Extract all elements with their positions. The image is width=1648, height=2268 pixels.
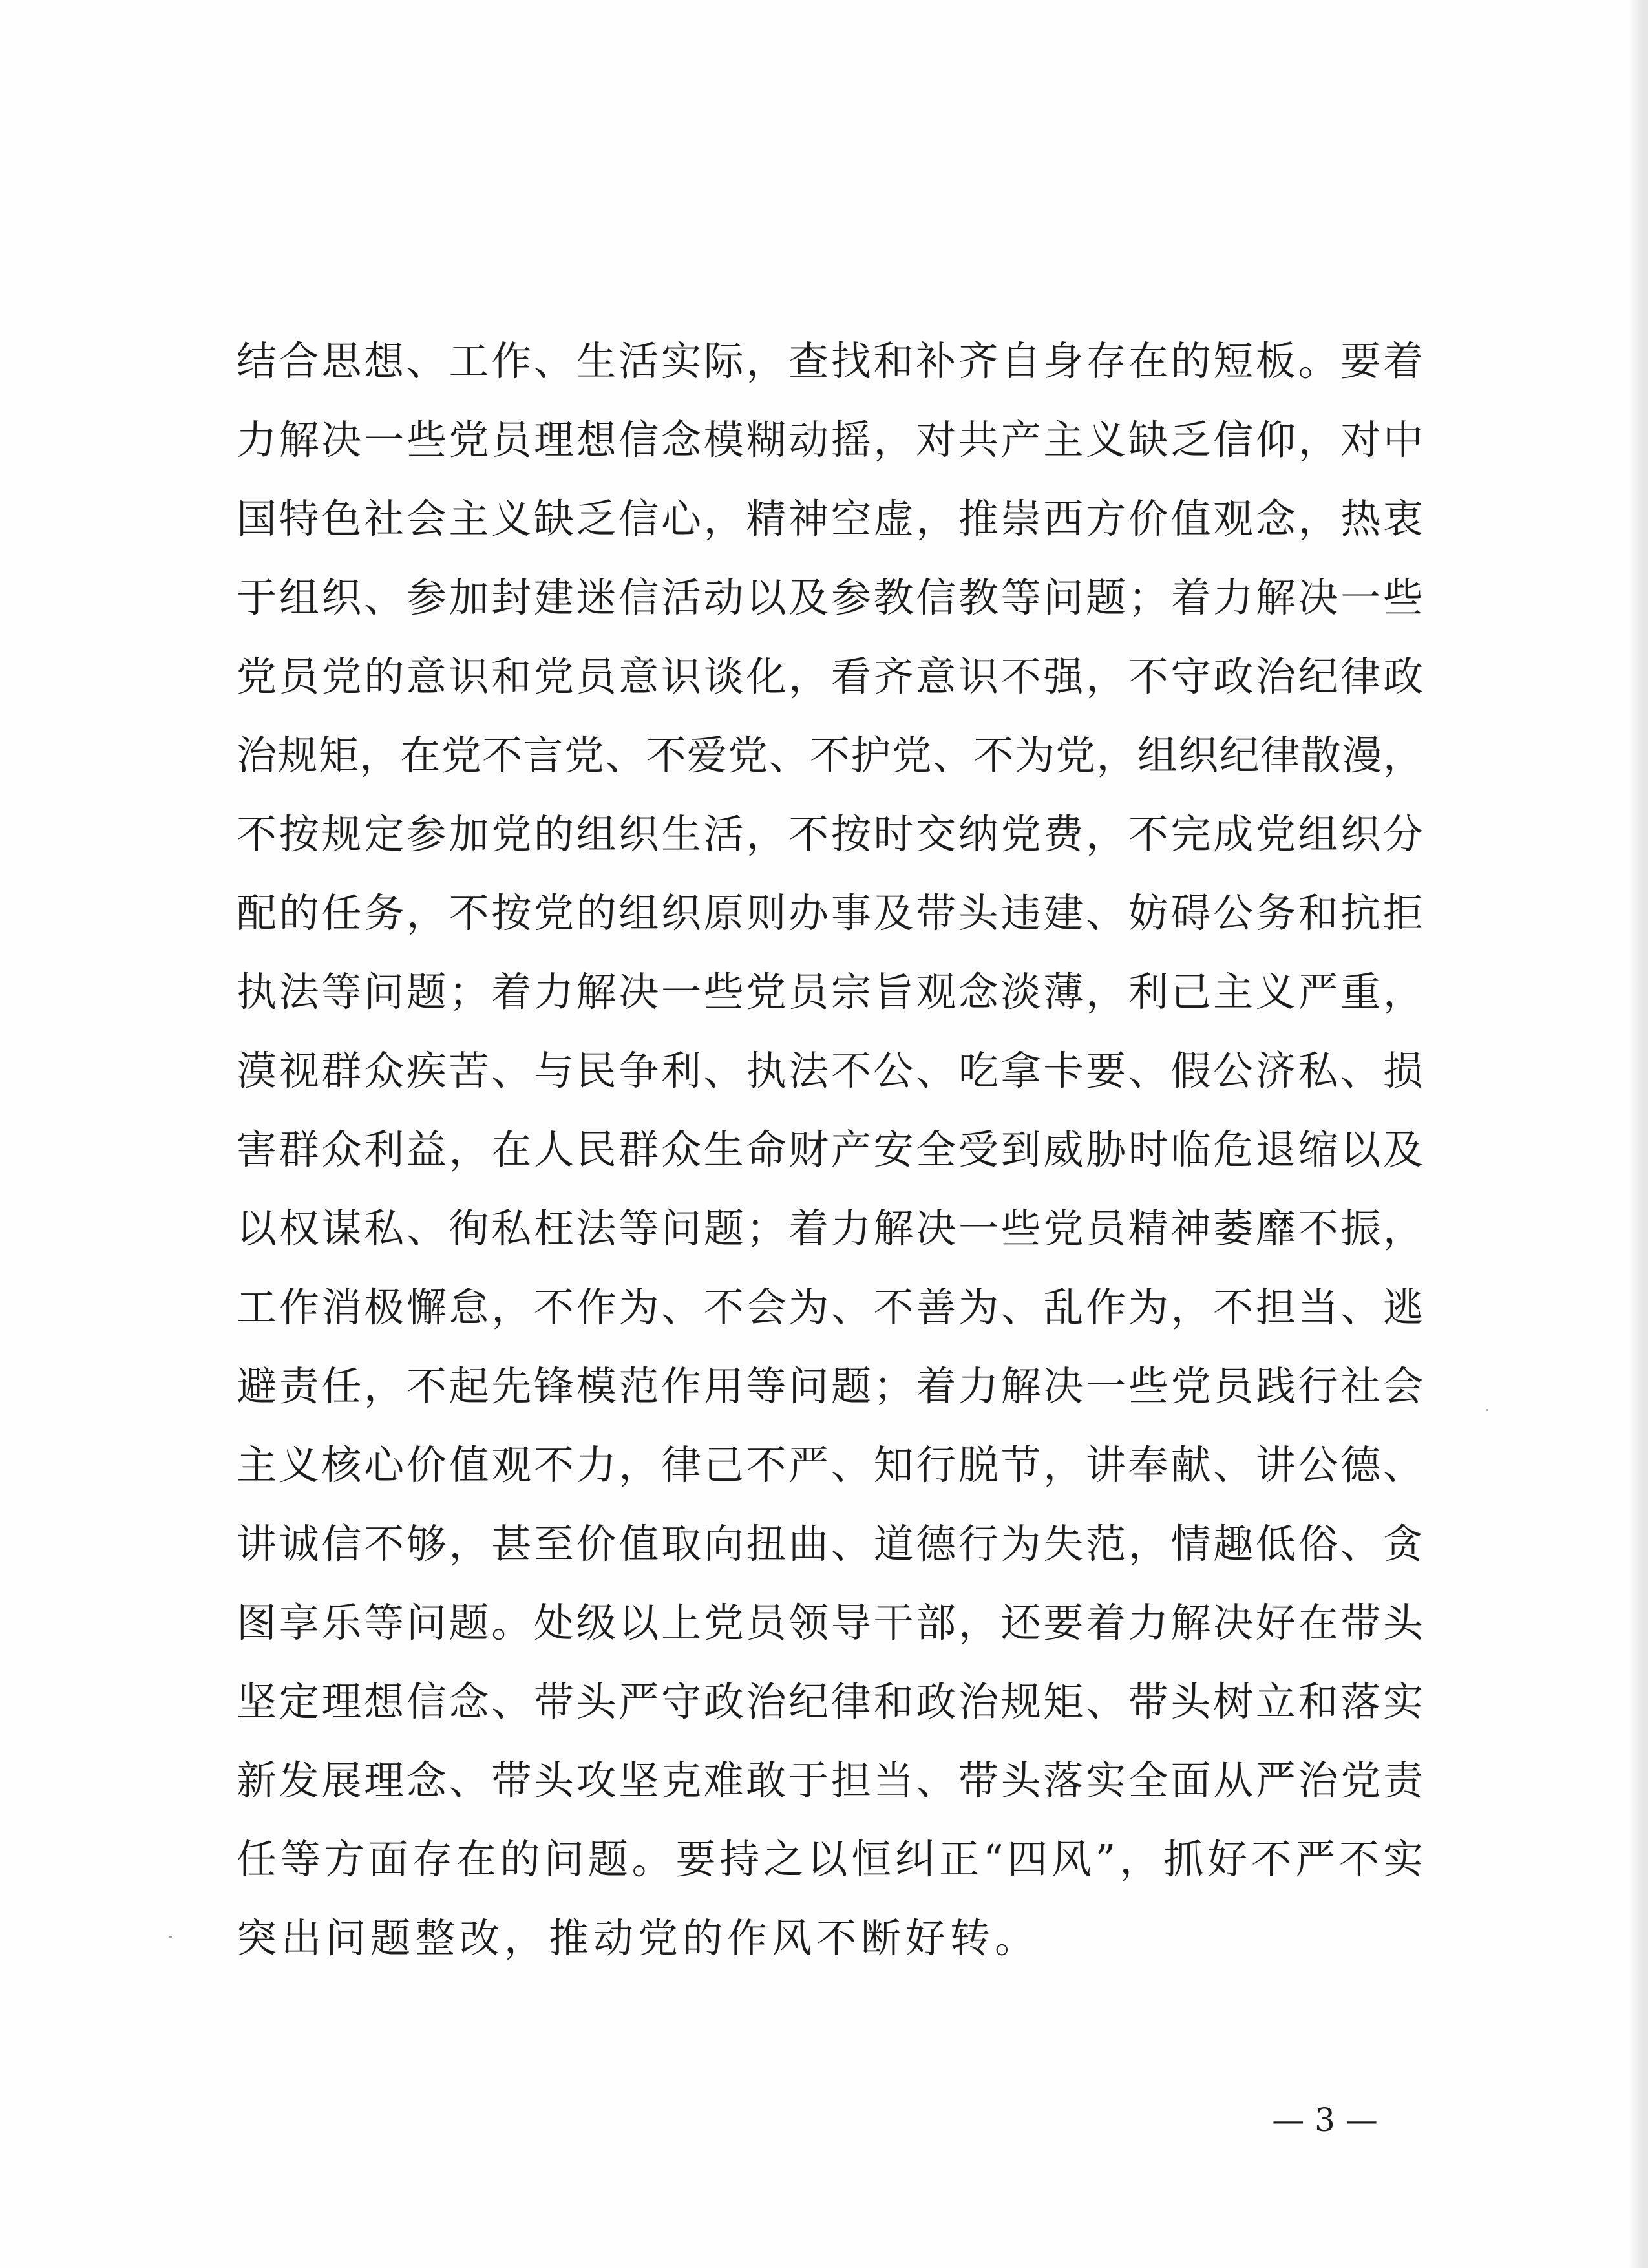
scan-speck — [169, 1936, 172, 1938]
text-line: 避责任，不起先锋模范作用等问题；着力解决一些党员践行社会 — [237, 1362, 1423, 1410]
text-line: 不按规定参加党的组织生活，不按时交纳党费，不完成党组织分 — [237, 811, 1423, 858]
text-line: 以权谋私、徇私枉法等问题；着力解决一些党员精神萎靡不振， — [237, 1205, 1423, 1252]
text-line: 配的任务，不按党的组织原则办事及带头违建、妨碍公务和抗拒 — [237, 889, 1423, 937]
body-paragraph — [237, 322, 1423, 1978]
text-line: 坚定理想信念、带头严守政治纪律和政治规矩、带头树立和落实 — [237, 1678, 1423, 1725]
text-line-last: 突出问题整改，推动党的作风不断好转。 — [237, 1914, 1040, 1962]
text-line: 党员党的意识和党员意识谈化，看齐意识不强，不守政治纪律政 — [237, 653, 1423, 700]
text-line: 图享乐等问题。处级以上党员领导干部，还要着力解决好在带头 — [237, 1599, 1423, 1646]
scan-edge-shadow — [1629, 0, 1648, 2268]
text-line: 国特色社会主义缺乏信心，精神空虚，推崇西方价值观念，热衷 — [237, 495, 1423, 542]
text-line: 任等方面存在的问题。要持之以恒纠正“四风”，抓好不严不实 — [237, 1836, 1423, 1883]
text-line: 执法等问题；着力解决一些党员宗旨观念淡薄，利己主义严重， — [237, 968, 1423, 1015]
text-line: 治规矩，在党不言党、不爱党、不护党、不为党，组织纪律散漫， — [237, 732, 1423, 779]
text-line: 讲诚信不够，甚至价值取向扭曲、道德行为失范，情趣低俗、贪 — [237, 1520, 1423, 1567]
scan-speck — [1486, 1409, 1488, 1411]
text-line: 主义核心价值观不力，律己不严、知行脱节，讲奉献、讲公德、 — [237, 1441, 1423, 1489]
text-line: 结合思想、工作、生活实际，查找和补齐自身存在的短板。要着 — [237, 337, 1423, 385]
text-line: 于组织、参加封建迷信活动以及参教信教等问题；着力解决一些 — [237, 574, 1423, 621]
text-line: 漠视群众疾苦、与民争利、执法不公、吃拿卡要、假公济私、损 — [237, 1047, 1423, 1094]
page-number: — 3 — — [1272, 2101, 1378, 2139]
text-line: 力解决一些党员理想信念模糊动摇，对共产主义缺乏信仰，对中 — [237, 416, 1423, 463]
text-line: 工作消极懈怠，不作为、不会为、不善为、乱作为，不担当、逃 — [237, 1284, 1423, 1331]
text-line: 害群众利益，在人民群众生命财产安全受到威胁时临危退缩以及 — [237, 1126, 1423, 1173]
text-line: 新发展理念、带头攻坚克难敢于担当、带头落实全面从严治党责 — [237, 1757, 1423, 1804]
